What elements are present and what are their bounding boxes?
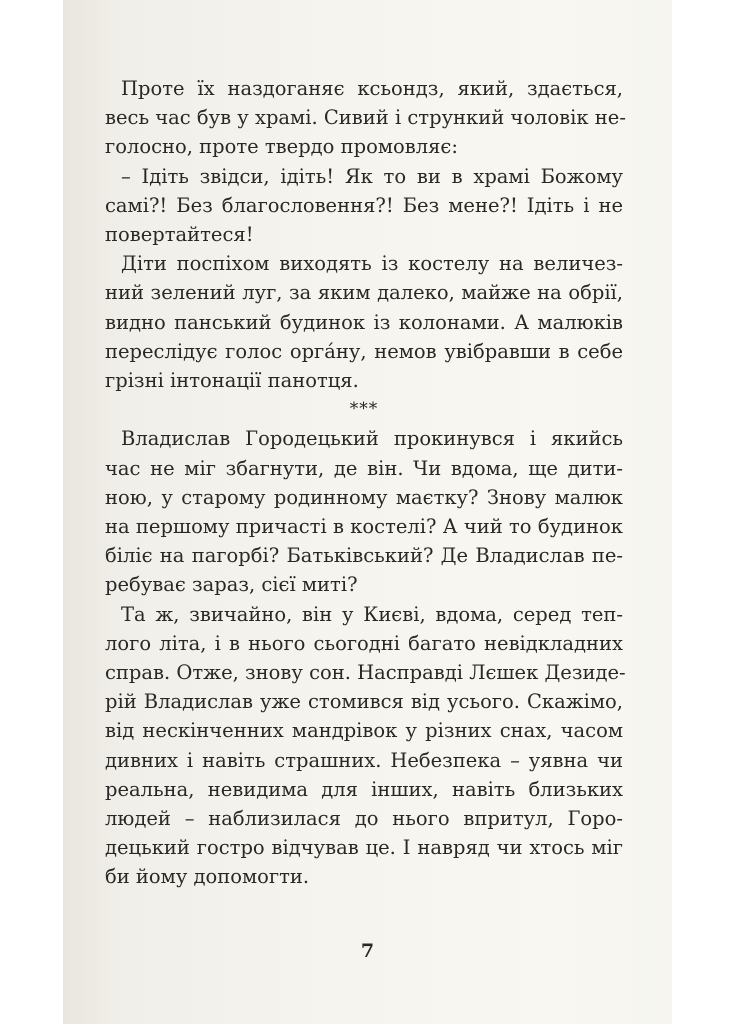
text-line: лого літа, і в нього сьогодні багато невідкладних <box>105 631 623 655</box>
text-line: Проте їх наздоганяє ксьондз, який, здається, <box>121 77 623 100</box>
text-line: ребуває зараз, сієї миті? <box>105 573 358 597</box>
text-line: рій Владислав уже стомився від усього. Скажімо, <box>105 690 623 714</box>
page-body-text <box>105 74 626 892</box>
text-line: повертайтеся! <box>105 223 254 247</box>
text-line: біліє на пагорбі? Батьківський? Де Владислав пе- <box>105 544 623 568</box>
text-line: Та ж, звичайно, він у Києві, вдома, серед теп- <box>121 602 623 626</box>
text-line: ною, у старому родинному маєтку? Знову малюк <box>105 485 623 509</box>
text-line: на першому причасті в костелі? А чий то будинок <box>105 515 623 539</box>
text-line: – Ідіть звідси, ідіть! Як то ви в храмі Божому <box>121 164 623 188</box>
text-line: справ. Отже, знову сон. Насправді Лєшек Дезиде- <box>105 661 626 685</box>
text-line: Діти поспіхом виходять із костелу на величез- <box>121 252 623 276</box>
text-line: голосно, проте твердо промовляє: <box>105 135 458 159</box>
text-line: Владислав Городецький прокинувся і якийсь <box>121 427 623 451</box>
text-line: весь час був у храмі. Сивий і стрункий чоловік не- <box>105 106 626 130</box>
page-number: 7 <box>360 940 375 962</box>
text-line: грізні інтонації панотця. <box>105 369 359 393</box>
text-line: самі?! Без благословення?! Без мене?! Ідіть і не <box>105 193 623 217</box>
book-page <box>63 0 672 1024</box>
text-line: реальна, невидима для інших, навіть близьких <box>105 777 623 801</box>
text-line: ний зелений луг, за яким далеко, майже на обрії, <box>105 281 623 305</box>
text-line: час не міг збагнути, де він. Чи вдома, ще дити- <box>105 456 623 480</box>
text-line: би йому допомогти. <box>105 865 310 889</box>
text-line: людей – наблизилася до нього впритул, Горо- <box>105 807 623 831</box>
text-line: децький гостро відчував це. І навряд чи хтось міг <box>105 836 623 860</box>
text-line: переслідує голос орга́ну, немов увібравши в себе <box>105 339 623 363</box>
text-line: від нескінченних мандрівок у різних снах, часом <box>105 719 623 743</box>
section-separator: *** <box>349 399 379 420</box>
text-line: видно панський будинок із колонами. А малюків <box>105 310 623 334</box>
text-line: дивних і навіть страшних. Небезпека – уявна чи <box>105 748 623 772</box>
